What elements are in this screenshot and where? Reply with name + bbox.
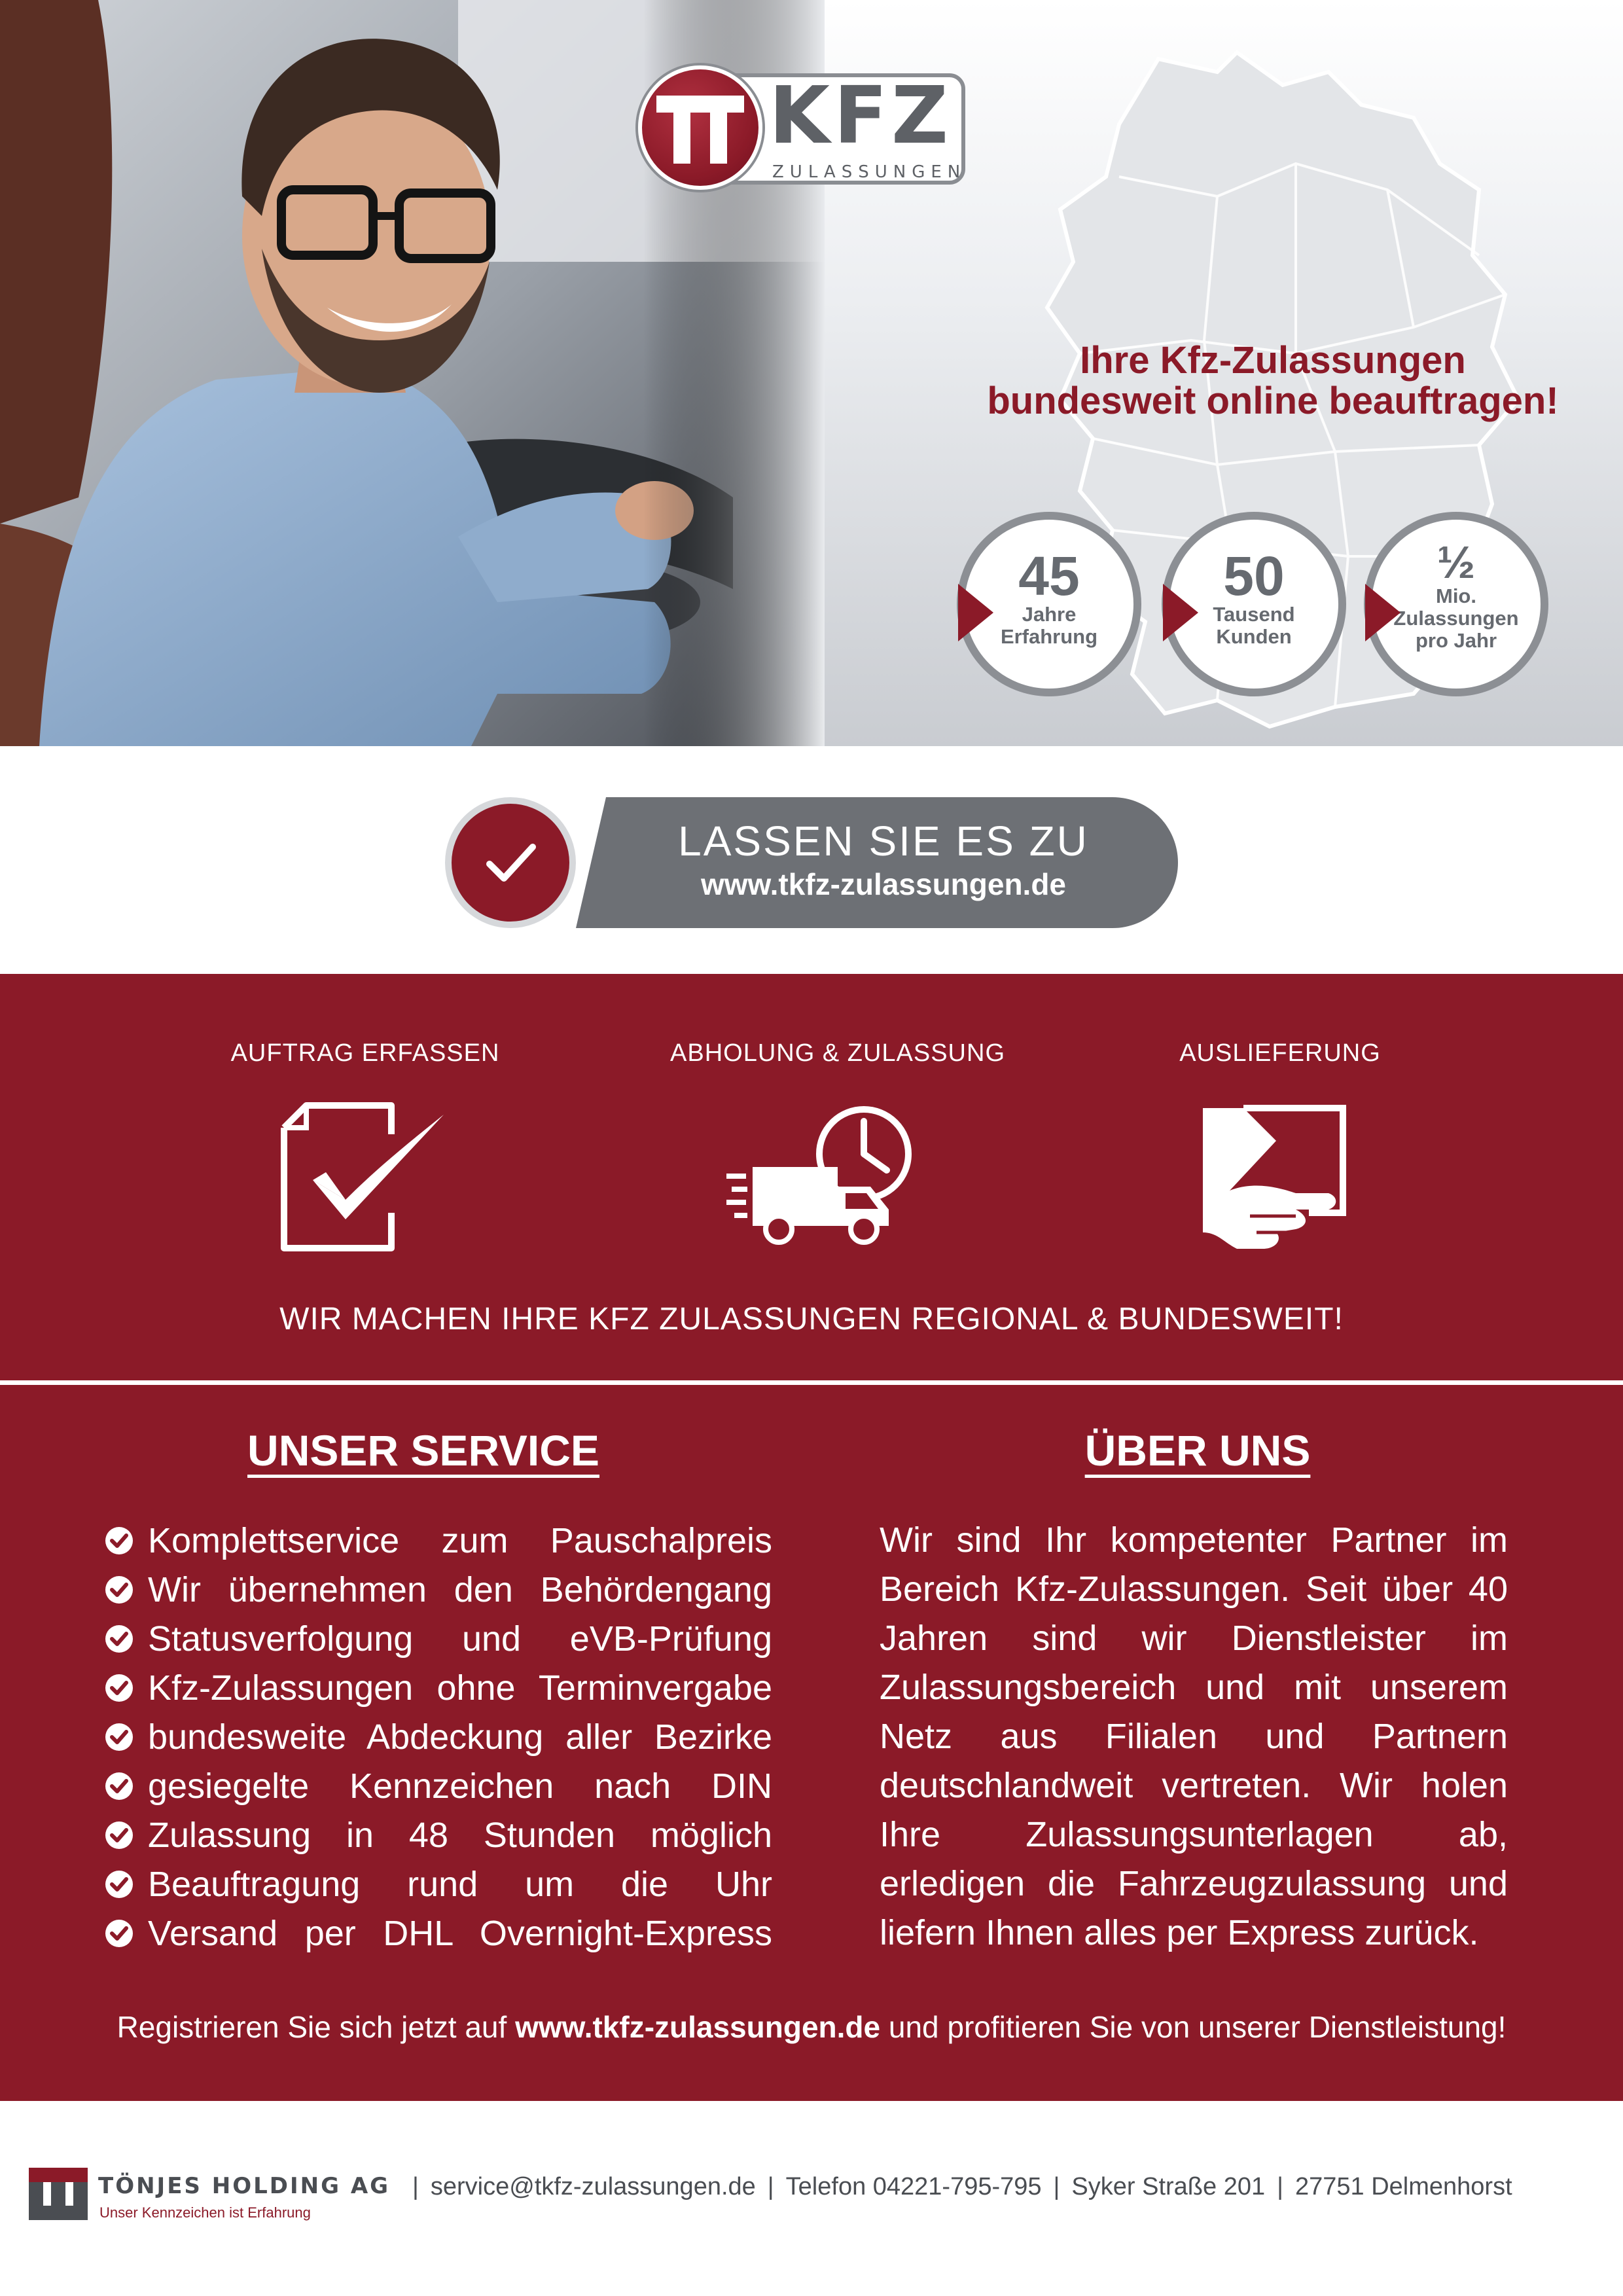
stat-label: Mio.: [1436, 584, 1476, 607]
checkmark-icon: [478, 830, 543, 895]
register-text-after: und profitieren Sie von unserer Dienstleistung!: [880, 2010, 1507, 2044]
stat-label: Tausend: [1213, 603, 1295, 626]
hand-delivery-icon: [1198, 1102, 1348, 1252]
stat-registrations: [1364, 512, 1548, 696]
check-circle-icon: [105, 1723, 134, 1751]
stat-label: pro Jahr: [1415, 629, 1497, 652]
check-circle-icon: [105, 1870, 134, 1899]
check-circle-icon: [105, 1821, 134, 1850]
truck-clock-icon: [726, 1102, 923, 1252]
hero-headline: [942, 340, 1603, 422]
service-title: UNSER SERVICE: [247, 1426, 599, 1475]
register-url-link[interactable]: www.tkfz-zulassungen.de: [515, 2010, 881, 2044]
check-circle-icon: [105, 1526, 134, 1555]
stat-label: Zulassungen: [1393, 607, 1519, 630]
footer-separator: |: [1277, 2173, 1283, 2200]
stat-value: ½: [1436, 537, 1476, 588]
logo-subtitle: ZULASSUNGEN: [772, 162, 967, 182]
section-divider: [0, 1380, 1623, 1385]
service-item-text: Komplettservice zum Pauschalpreis: [148, 1520, 772, 1560]
logo-wordmark: KFZ: [769, 71, 952, 162]
info-section: [0, 974, 1623, 2101]
register-line: [0, 2009, 1623, 2045]
cta-title: LASSEN SIE ES ZU: [678, 817, 1089, 865]
stat-label: Jahre: [1022, 603, 1077, 626]
footer-tagline: Unser Kennzeichen ist Erfahrung: [99, 2204, 311, 2221]
service-item: [105, 1663, 772, 1712]
service-item: [105, 1810, 772, 1859]
service-item: [105, 1859, 772, 1909]
slogan: WIR MACHEN IHRE KFZ ZULASSUNGEN REGIONAL & BUNDESWEIT!: [279, 1302, 1344, 1336]
step-label-delivery: AUSLIEFERUNG: [1179, 1039, 1381, 1067]
service-item-text: Kfz-Zulassungen ohne Terminvergabe: [148, 1668, 772, 1708]
step-label-pickup: ABHOLUNG & ZULASSUNG: [670, 1039, 1005, 1067]
footer-city: 27751 Delmenhorst: [1294, 2173, 1512, 2200]
about-text: Wir sind Ihr kompetenter Partner im Bereich Kfz-Zulassungen. Seit über 40 Jahren sind wir Dienstleister im Zulassungsbereich und mit unserem Netz aus Filialen und Partnern deutschlandweit vertreten. Wir holen Ihre Zulassungsunterlagen ab, erledigen die Fahrzeugzulassung und liefern Ihnen alles per Express zurück.: [880, 1520, 1508, 1952]
register-text-before: Registrieren Sie sich jetzt auf: [116, 2010, 516, 2044]
check-circle-icon: [105, 1772, 134, 1801]
check-circle-icon: [105, 1624, 134, 1653]
footer-email-link[interactable]: service@tkfz-zulassungen.de: [430, 2173, 756, 2200]
stat-label: Kunden: [1216, 625, 1292, 648]
footer: [0, 2160, 1623, 2232]
stat-arrow-icon: [1163, 584, 1198, 641]
footer-street: Syker Straße 201: [1071, 2173, 1266, 2200]
about-title: ÜBER UNS: [1084, 1426, 1311, 1475]
service-item-text: Beauftragung rund um die Uhr: [148, 1864, 772, 1904]
headline-line-2: bundesweit online beauftragen!: [987, 380, 1559, 422]
stat-arrow-icon: [1365, 584, 1400, 641]
footer-separator: |: [412, 2173, 419, 2200]
service-item: [105, 1565, 772, 1614]
check-circle-icon: [105, 1674, 134, 1702]
service-item: [105, 1712, 772, 1761]
cta-url-link[interactable]: www.tkfz-zulassungen.de: [700, 867, 1067, 901]
service-item: [105, 1909, 772, 1958]
check-circle-icon: [105, 1575, 134, 1604]
stat-value: 45: [1018, 545, 1080, 607]
logo-t-mark: [638, 65, 762, 190]
service-list: [105, 1516, 772, 1958]
footer-phone[interactable]: Telefon 04221-795-795: [785, 2173, 1042, 2200]
hero-section: [0, 0, 1623, 746]
footer-separator: |: [1053, 2173, 1060, 2200]
service-item-text: Zulassung in 48 Stunden möglich: [148, 1815, 772, 1855]
t-mark-icon: [642, 69, 758, 186]
check-circle-icon: [105, 1919, 134, 1948]
service-item: [105, 1761, 772, 1810]
footer-separator: |: [767, 2173, 774, 2200]
service-item-text: gesiegelte Kennzeichen nach DIN: [148, 1766, 772, 1806]
stat-label: Erfahrung: [1000, 625, 1098, 648]
footer-company: TÖNJES HOLDING AG: [98, 2173, 391, 2199]
cta-banner[interactable]: [445, 797, 1178, 928]
stat-customers: [1162, 512, 1346, 696]
service-item-text: Statusverfolgung und eVB-Prüfung: [148, 1619, 772, 1659]
service-item-text: bundesweite Abdeckung aller Bezirke: [148, 1717, 772, 1757]
step-label-order: AUFTRAG ERFASSEN: [230, 1039, 500, 1067]
stat-value: 50: [1223, 545, 1285, 607]
headline-line-1: Ihre Kfz-Zulassungen: [1080, 339, 1466, 382]
service-item-text: Wir übernehmen den Behördengang: [148, 1570, 772, 1609]
service-item: [105, 1516, 772, 1565]
toenjes-logo-icon: [29, 2168, 88, 2220]
footer-contact: [401, 2173, 1512, 2201]
cta-check-badge: [445, 797, 576, 928]
stat-experience: [957, 512, 1141, 696]
service-item: [105, 1614, 772, 1663]
stat-arrow-icon: [958, 584, 993, 641]
document-check-icon: [280, 1102, 450, 1252]
tkfz-logo: [638, 65, 991, 196]
service-item-text: Versand per DHL Overnight-Express: [148, 1913, 772, 1953]
